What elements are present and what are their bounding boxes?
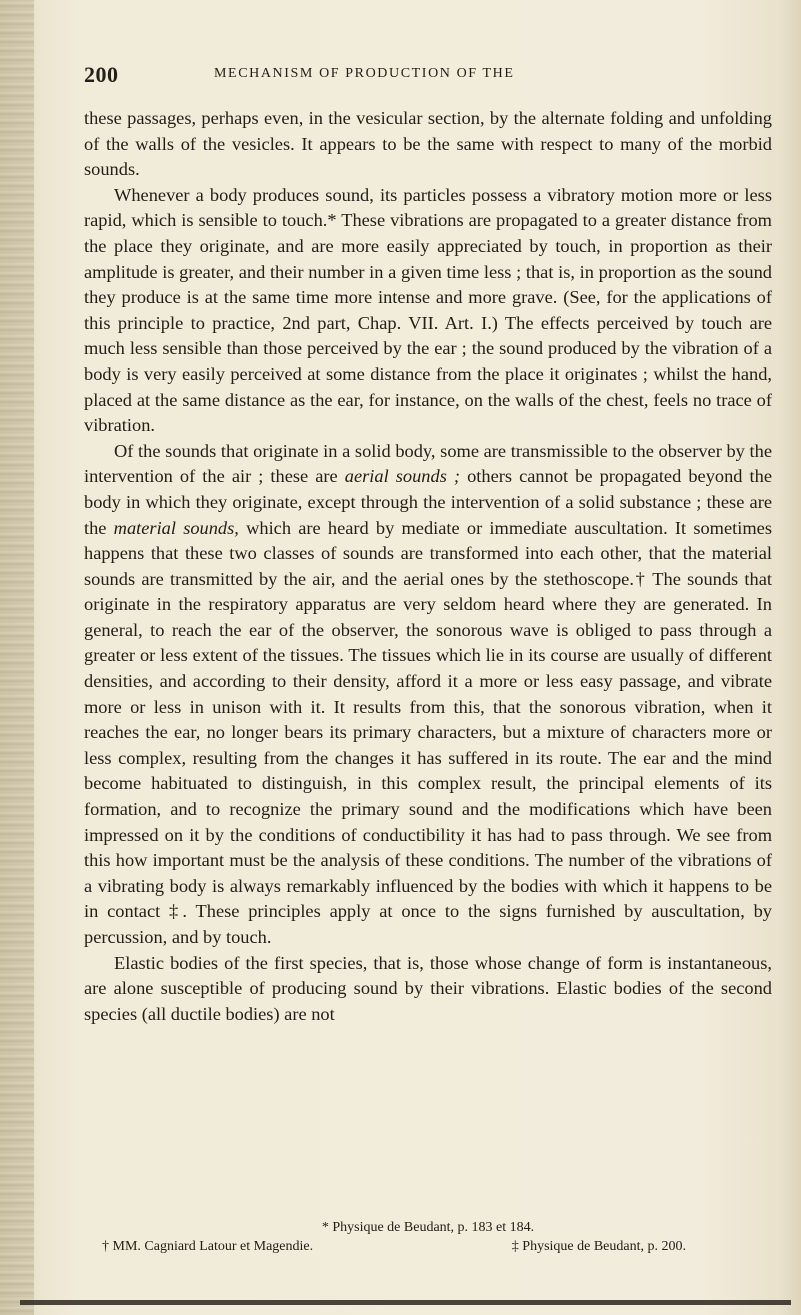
text-segment: others cannot be propagated beyond the body in which they originate, except through the intervention of a solid substance ; these are the <box>84 466 772 538</box>
footnote: ‡ Physique de Beudant, p. 200. <box>511 1239 686 1254</box>
page-header <box>84 62 774 87</box>
running-head: MECHANISM OF PRODUCTION OF THE <box>214 66 515 81</box>
text-segment: Elastic bodies of the first species, that is, those whose change of form is instantaneous, are alone susceptible of producing sound by their vibrations. Elastic bodies of the second species (all ductile bodies) are not <box>84 952 772 1024</box>
text-segment: Of the sounds that originate in a solid body, some are transmissible to the observer by the intervention of the air ; these are <box>84 440 772 487</box>
body-text <box>84 106 772 1027</box>
italic-term: material sounds, <box>113 517 239 538</box>
footnote-row <box>84 1237 772 1256</box>
paragraph <box>84 951 772 1028</box>
paragraph <box>84 106 772 183</box>
page-binding-edge <box>0 0 34 1315</box>
footnote-row <box>84 1218 772 1237</box>
footnotes <box>84 1218 772 1256</box>
text-segment: Whenever a body produces sound, its particles possess a vibratory motion more or less rapid, which is sensible to touch.* These vibrations are propagated to a greater distance from the place they originate, and are more easily appreciated by touch, in proportion as their amplitude is greater, and their number in a given time less ; that is, in proportion as the sound they produce is at the same time more intense and more grave. (See, for the applications of this principle to practice, 2nd part, Chap. VII. Art. I.) The effects perceived by touch are much less sensible than those perceived by the ear ; the sound produced by the vibration of a body is very easily perceived at some distance from the place it originates ; whilst the hand, placed at the same distance as the ear, for instance, on the walls of the chest, feels no trace of vibration. <box>84 184 772 436</box>
text-segment: which are heard by mediate or immediate auscultation. It sometimes happens that these two classes of sounds are transformed into each other, that the material sounds are transmitted by the air, and the aerial ones by the stethoscope.† The sounds that originate in the respiratory apparatus are very seldom heard where they are generated. In general, to reach the ear of the observer, the sonorous wave is obliged to pass through a greater or less extent of the tissues. The tissues which lie in its course are usually of different densities, and according to their density, afford it a more or less easy passage, and vibrate more or less in unison with it. It results from this, that the sonorous vibration, when it reaches the ear, no longer bears its primary characters, but a mixture of characters more or less complex, resulting from the changes it has suffered in its route. The ear and the mind become habituated to distinguish, in this complex result, the principal elements of its formation, and to recognize the primary sound and the modifications which have been impressed on it by the conditions of conductibility it has had to pass through. We see from this how important must be the analysis of these conditions. The number of the vibrations of a vibrating body is always remarkably influenced by the bodies with which it happens to be in contact ‡. These principles apply at once to the signs furnished by auscultation, by percussion, and by touch. <box>84 517 772 947</box>
page-number: 200 <box>84 62 119 87</box>
italic-term: aerial sounds ; <box>344 466 461 487</box>
footnote: † MM. Cagniard Latour et Magendie. <box>102 1239 314 1254</box>
paragraph <box>84 439 772 951</box>
bottom-rule <box>20 1300 791 1305</box>
footnote: * Physique de Beudant, p. 183 et 184. <box>321 1220 535 1235</box>
text-segment: these passages, perhaps even, in the vesicular section, by the alternate folding and unfolding of the walls of the vesicles. It appears to be the same with respect to many of the morbid sounds. <box>84 108 772 180</box>
paragraph <box>84 183 772 439</box>
